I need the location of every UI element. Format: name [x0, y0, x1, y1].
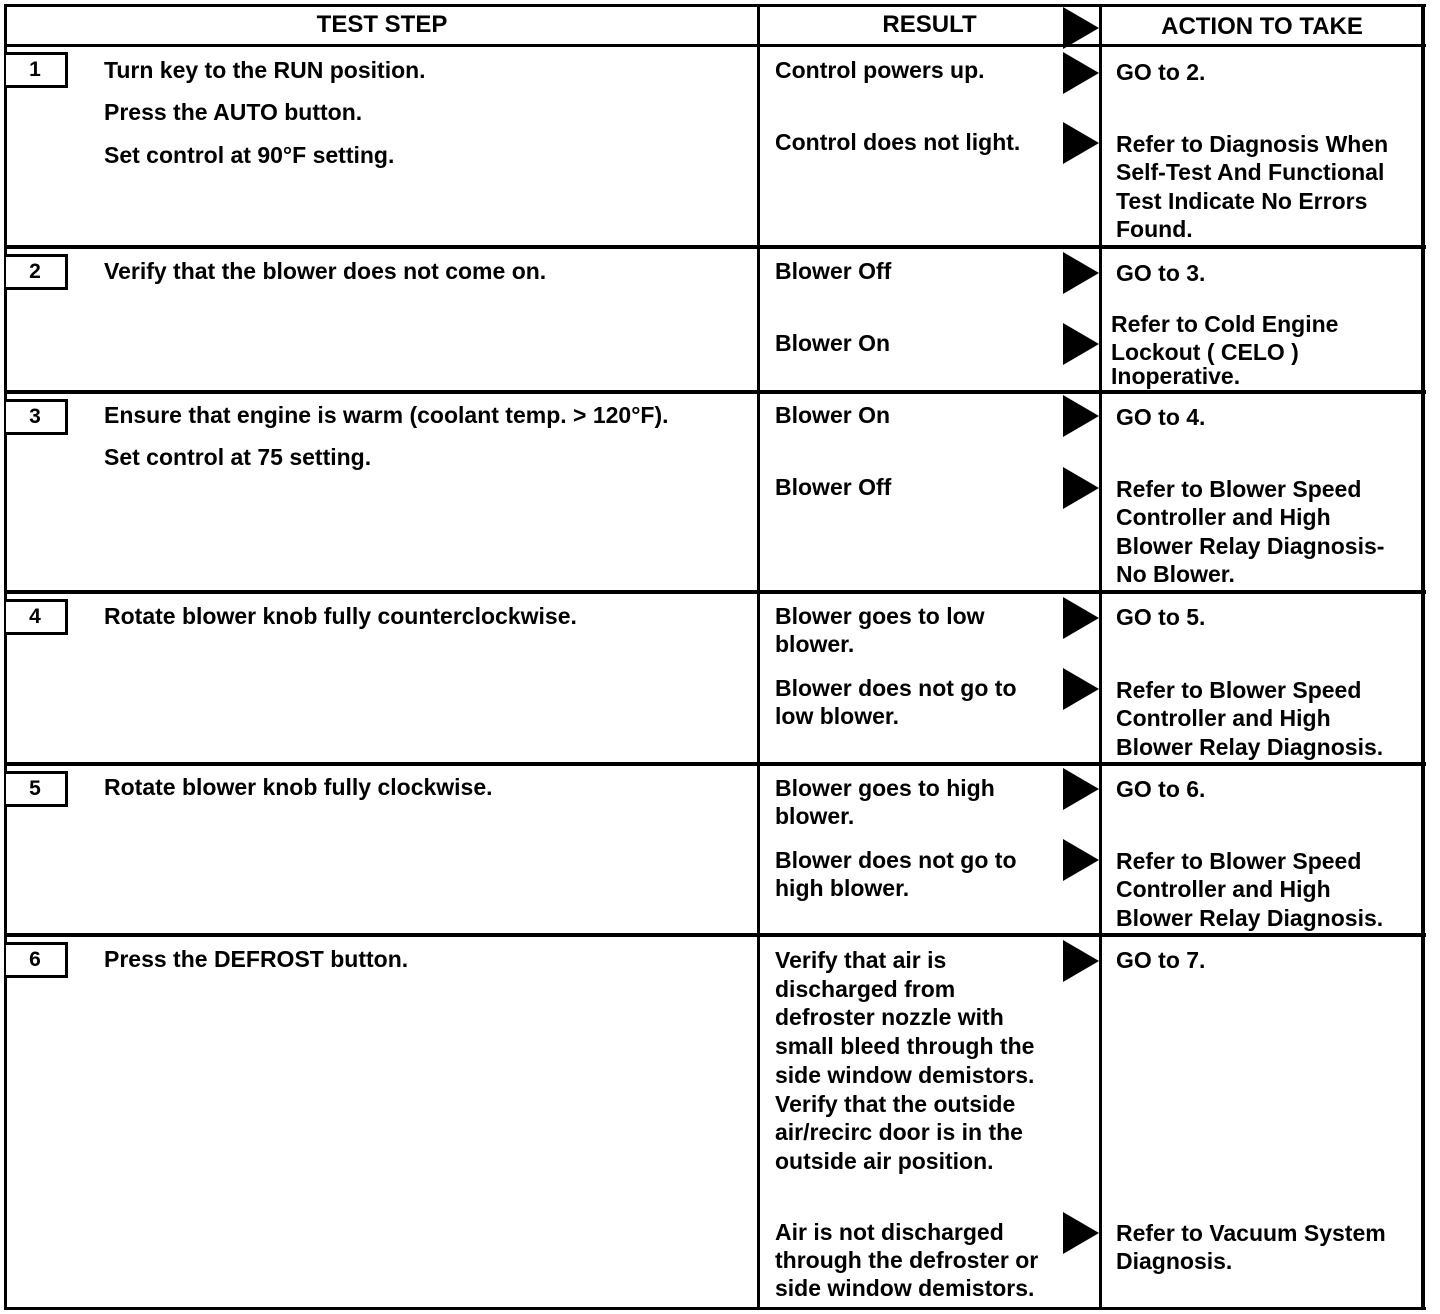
action-line: GO to 7.	[1116, 947, 1206, 973]
result-line: side window demistors.	[775, 1062, 1035, 1088]
action-line: GO to 5.	[1116, 604, 1206, 630]
step-number: 3	[29, 405, 41, 428]
action-line: Refer to Cold Engine	[1111, 311, 1339, 337]
instruction-line: Press the AUTO button.	[104, 99, 363, 125]
result-line: small bleed through the	[775, 1033, 1035, 1059]
action-line: Controller and High	[1116, 876, 1331, 902]
result-line: blower.	[775, 631, 855, 657]
action-line: Refer to Blower Speed	[1116, 476, 1362, 502]
row-divider	[4, 44, 1426, 47]
result-arrow-icon	[1063, 768, 1099, 810]
result-line: Blower goes to low	[775, 603, 985, 629]
result-line: side window demistors.	[775, 1275, 1035, 1301]
action-line: GO to 4.	[1116, 404, 1206, 430]
action-line: Refer to Blower Speed	[1116, 677, 1362, 703]
result-line: Blower Off	[775, 258, 892, 284]
result-line: blower.	[775, 803, 855, 829]
result-arrow-icon	[1063, 122, 1099, 164]
header-test-step: TEST STEP	[316, 11, 448, 38]
action-line: Lockout ( CELO )	[1111, 339, 1299, 365]
result-line: Air is not discharged	[775, 1219, 1004, 1245]
result-line: Blower On	[775, 402, 891, 428]
result-arrow-icon	[1063, 839, 1099, 881]
result-line: high blower.	[775, 875, 910, 901]
result-line: Blower On	[775, 330, 891, 356]
step-number: 4	[29, 605, 41, 628]
instruction-line: Press the DEFROST button.	[104, 946, 409, 972]
result-line: Blower does not go to	[775, 675, 1017, 701]
column-divider-result	[757, 4, 760, 1310]
instruction-line: Rotate blower knob fully clockwise.	[104, 774, 493, 800]
result-line: Blower goes to high	[775, 775, 995, 801]
action-line: Self-Test And Functional	[1116, 159, 1385, 185]
result-arrow-icon	[1063, 395, 1099, 437]
result-line: Blower Off	[775, 474, 892, 500]
action-line: Refer to Blower Speed	[1116, 848, 1362, 874]
header-action: ACTION TO TAKE	[1161, 13, 1363, 40]
result-arrow-icon	[1063, 467, 1099, 509]
step-number: 2	[29, 260, 41, 283]
result-line: through the defroster or	[775, 1247, 1039, 1273]
result-line: Control does not light.	[775, 129, 1021, 155]
action-line: Controller and High	[1116, 705, 1331, 731]
instruction-line: Set control at 75 setting.	[104, 444, 372, 470]
result-line: air/recirc door is in the	[775, 1119, 1023, 1145]
step-number: 6	[29, 948, 41, 971]
action-line: Blower Relay Diagnosis.	[1116, 905, 1384, 931]
instruction-line: Ensure that engine is warm (coolant temp. > 120°F).	[104, 402, 669, 428]
instruction-line: Verify that the blower does not come on.	[104, 258, 547, 284]
row-divider	[4, 245, 1426, 249]
action-line: GO to 2.	[1116, 59, 1206, 85]
result-arrow-icon	[1063, 597, 1099, 639]
result-arrow-icon	[1063, 252, 1099, 294]
table-border-bottom	[4, 1307, 1426, 1310]
action-line: Diagnosis.	[1116, 1248, 1233, 1274]
result-line: outside air position.	[775, 1148, 994, 1174]
header-result: RESULT	[882, 11, 977, 38]
table-border-top	[4, 4, 1426, 7]
instruction-line: Turn key to the RUN position.	[104, 57, 426, 83]
result-arrow-icon	[1063, 940, 1099, 982]
step-number: 1	[29, 58, 41, 81]
action-line: Refer to Diagnosis When	[1116, 131, 1389, 157]
action-line: Test Indicate No Errors	[1116, 188, 1368, 214]
result-line: Control powers up.	[775, 57, 985, 83]
row-divider	[4, 933, 1426, 937]
instruction-line: Rotate blower knob fully counterclockwise.	[104, 603, 577, 629]
row-divider	[4, 390, 1426, 394]
action-line: Inoperative.	[1111, 363, 1241, 389]
result-arrow-icon	[1063, 668, 1099, 710]
action-line: Refer to Vacuum System	[1116, 1220, 1386, 1246]
row-divider	[4, 762, 1426, 766]
result-line: Verify that air is	[775, 947, 947, 973]
result-arrow-icon	[1063, 1212, 1099, 1254]
table-border-right	[1421, 4, 1425, 1310]
action-line: Controller and High	[1116, 504, 1331, 530]
result-line: defroster nozzle with	[775, 1004, 1004, 1030]
row-divider	[4, 590, 1426, 594]
result-arrow-icon	[1063, 52, 1099, 94]
result-line: low blower.	[775, 703, 899, 729]
action-line: GO to 6.	[1116, 776, 1206, 802]
result-line: Verify that the outside	[775, 1091, 1016, 1117]
table-border-left	[4, 4, 7, 1310]
step-number: 5	[29, 777, 41, 800]
result-line: Blower does not go to	[775, 847, 1017, 873]
instruction-line: Set control at 90°F setting.	[104, 142, 395, 168]
result-line: discharged from	[775, 976, 956, 1002]
action-line: GO to 3.	[1116, 260, 1206, 286]
action-line: Found.	[1116, 216, 1193, 242]
action-line: Blower Relay Diagnosis.	[1116, 734, 1384, 760]
action-line: No Blower.	[1116, 561, 1235, 587]
result-arrow-icon	[1063, 323, 1099, 365]
action-line: Blower Relay Diagnosis-	[1116, 533, 1385, 559]
header-arrow-icon	[1063, 7, 1099, 49]
column-divider-action	[1099, 4, 1102, 1310]
